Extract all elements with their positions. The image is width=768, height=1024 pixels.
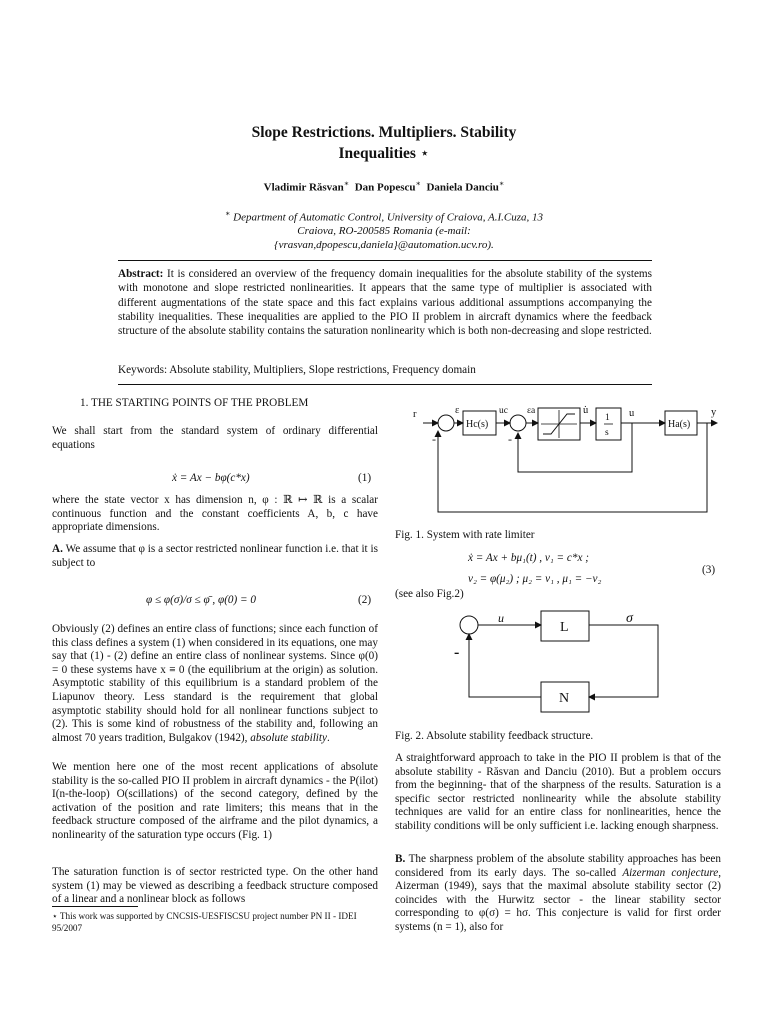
author-mark: ∗ — [498, 179, 505, 188]
title-star: ⋆ — [419, 145, 430, 162]
label-uc: uc — [499, 406, 508, 416]
author-2: Dan Popescu — [354, 181, 416, 194]
affiliation-mark: ∗ — [224, 209, 231, 218]
forward-to-N-line — [589, 625, 658, 697]
keywords: Keywords: Absolute stability, Multipliers, Slope restrictions, Frequency domain — [118, 364, 476, 376]
summing-junction-2 — [510, 415, 526, 431]
label-minus-1: - — [432, 432, 436, 446]
equation-1: ẋ = Ax − bφ(c*x) — [172, 472, 250, 484]
saturation-icon — [541, 410, 577, 438]
label-y: y — [711, 407, 717, 418]
author-list — [0, 179, 768, 194]
author-mark: ∗ — [343, 179, 350, 188]
section1-paragraph-3 — [52, 623, 378, 745]
affiliation-line-2: Craiova, RO-200585 Romania (e-mail: — [297, 225, 471, 238]
summing-junction — [460, 616, 478, 634]
affiliation-line-3: {vrasvan,dpopescu,daniela}@automation.ucv.ro). — [274, 238, 494, 251]
section-heading: 1. THE STARTING POINTS OF THE PROBLEM — [80, 397, 309, 409]
equation-2-number: (2) — [358, 594, 372, 606]
label-udot: u̇ — [583, 405, 589, 416]
see-also-fig2: (see also Fig.2) — [395, 588, 464, 600]
label-numerator: 1 — [605, 413, 610, 423]
figure-2-feedback-diagram — [448, 608, 668, 720]
label-epsilon: ε — [455, 405, 460, 416]
section1-paragraph-1: We shall start from the standard system of ordinary differential equations — [52, 425, 378, 451]
figure-2-caption: Fig. 2. Absolute stability feedback structure. — [395, 730, 594, 742]
figure-1-rate-limiter-diagram — [395, 398, 725, 520]
label-ha: Ha(s) — [668, 419, 691, 430]
right-paragraph-1: A straightforward approach to take in the PIO II problem is that of the absolute stability - Răsvan and Danciu (2010). But a problem occurs from the beginning- that of the sharpness of the results. Saturation is a specific sector restricted nonlinearity while the absolute stability techniques are valid for an entire class for nonlinearities, hence the stability conditions will be only sufficient i.e. lacking enough sharpness. — [395, 752, 721, 832]
inner-feedback-line — [518, 423, 632, 472]
equation-3-line-2: ν₂ = φ(μ₂) ; μ₂ = ν₁ , μ₁ = −ν₂ — [468, 573, 602, 585]
outer-feedback-line — [438, 423, 707, 512]
paragraph-B-label: B. — [395, 853, 406, 865]
abstract-top-rule — [118, 260, 652, 261]
title-line-2: Inequalities — [338, 145, 416, 162]
feedback-line — [469, 634, 541, 697]
label-r: r — [413, 409, 417, 420]
label-hc: Hc(s) — [466, 419, 489, 430]
figure-1-caption: Fig. 1. System with rate limiter — [395, 529, 535, 541]
footnote-text: This work was supported by CNCSIS-UESFISCSU project number PN II - IDEI 95/2007 — [52, 911, 357, 933]
abstract-text: It is considered an overview of the frequency domain inequalities for the absolute stability of the systems with monotone and slope restricted nonlinearities. It appears that the same type of multiplier is associated with different augmentations of the state space and this fact explains various additional assumptions accompanying the stability inequalities. These inequalities are applied to the PIO II problem in aircraft dynamics where the feedback structure of the absolute stability contains the saturation nonlinearity which is both non-decreasing and slope restricted. — [118, 268, 652, 338]
summing-junction-1 — [438, 415, 454, 431]
equation-1-number: (1) — [358, 472, 372, 484]
affiliation — [0, 207, 768, 252]
label-epsilon-a: εa — [527, 406, 536, 416]
author-3: Daniela Danciu — [426, 181, 499, 194]
section1-paragraph-A — [52, 543, 378, 570]
label-N: N — [559, 691, 570, 706]
paragraph-3-text: Obviously (2) defines an entire class of functions; since each function of this class defines a system (1) when considered in its equations, one may say that (1) - (2) define an entire class of nonlinear systems. Since φ(0) = 0 these systems have x ≡ 0 (the equilibrium at the origin) as solution. Asymptotic stability of this equilibrium is a standard problem of the Liapunov theory. Less standard is the requirement that global asymptotic stability should hold for all nonlinear functions subject to (2). This is some kind of robustness of the stability and, following an almost 70 years tradition, Bulgakov (1942), — [52, 623, 378, 744]
paper-title — [0, 122, 768, 164]
equation-2: φ ≤ φ(σ)/σ ≤ φ̄ , φ(0) = 0 — [146, 594, 256, 606]
paragraph-A-label: A. — [52, 543, 63, 555]
paragraph-A-text: We assume that φ is a sector restricted nonlinear function i.e. that it is subject to — [52, 543, 378, 569]
label-sigma: σ — [626, 611, 633, 626]
affiliation-line-1: Department of Automatic Control, University of Craiova, A.I.Cuza, 13 — [233, 211, 544, 224]
label-minus-2: - — [508, 432, 512, 446]
title-line-1: Slope Restrictions. Multipliers. Stability — [251, 124, 517, 141]
author-mark: ∗ — [415, 179, 421, 188]
label-u: u — [498, 611, 504, 625]
section1-paragraph-4: We mention here one of the most recent applications of absolute stability is the so-called PIO II problem in aircraft dynamics - the P(ilot) I(n-the-loop) O(scillations) of the second category, defined by the activation of the position and rate limiters; this means that in the feedback structure composed of the airframe and the pilot dynamics, a nonlinearity of the saturation type occurs (Fig. 1) — [52, 761, 378, 841]
label-u: u — [629, 408, 635, 419]
footnote — [52, 910, 378, 934]
equation-3-line-1: ẋ = Ax + bμ₁(t) , ν₁ = c*x ; — [468, 552, 589, 564]
abstract-label: Abstract: — [118, 268, 164, 280]
footnote-mark: ⋆ — [52, 911, 58, 921]
paragraph-B-text-a: The sharpness problem of the absolute stability approaches has been considered from its early days. The so-called — [395, 853, 721, 879]
section1-paragraph-2: where the state vector x has dimension n, φ : ℝ ↦ ℝ is a scalar continuous function and the constant coefficients A, b, c have appropriate dimensions. — [52, 494, 378, 534]
abstract-bottom-rule — [118, 384, 652, 385]
label-denominator: s — [605, 428, 609, 438]
footnote-rule — [52, 906, 138, 907]
paragraph-3-end: . — [327, 731, 330, 744]
label-minus: - — [454, 644, 460, 661]
paragraph-3-italic: absolute stability — [250, 731, 327, 744]
paragraph-B-text-b: , Aizerman (1949), says that the maximal absolute stability sector (2) coincides with the Hurwitz sector - the linear stability sector corresponding to φ(σ) = hσ. This conjecture is valid for first order systems (n = 1), also for — [395, 866, 721, 933]
equation-3-number: (3) — [702, 564, 716, 576]
section1-paragraph-5: The saturation function is of sector restricted type. On the other hand system (1) may be viewed as describing a feedback structure composed of a linear and a nonlinear block as follows — [52, 866, 378, 906]
right-paragraph-B — [395, 853, 721, 935]
author-1: Vladimir Răsvan — [263, 181, 344, 194]
abstract — [118, 267, 652, 338]
label-L: L — [560, 620, 569, 635]
paragraph-B-italic: Aizerman conjecture — [622, 866, 719, 879]
